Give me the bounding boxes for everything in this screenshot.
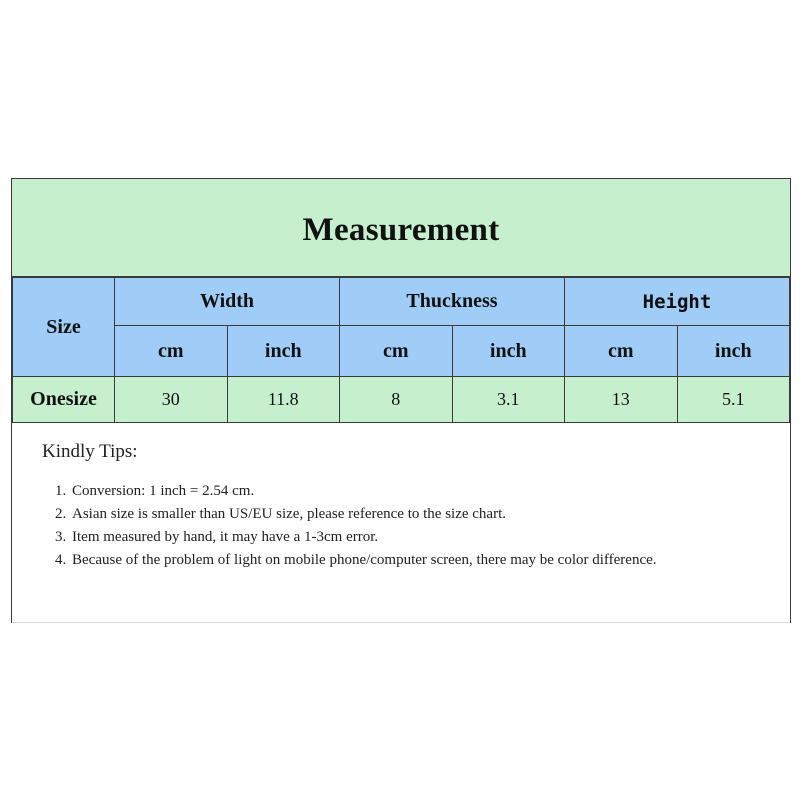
list-item: 4. Because of the problem of light on mobile phone/computer screen, there may be color difference. [70,549,790,572]
table-cell: 5.1 [677,377,790,423]
list-item: 1. Conversion: 1 inch = 2.54 cm. [70,480,790,503]
height-header: Height [565,278,790,326]
tips-list [42,480,790,572]
header-row-groups [13,278,790,326]
table-cell: 8 [340,377,453,423]
unit-header: cm [340,326,453,377]
row-label: Onesize [13,377,115,423]
table-cell: 3.1 [452,377,565,423]
unit-header: inch [452,326,565,377]
unit-header: cm [115,326,228,377]
list-item: 2. Asian size is smaller than US/EU size, please reference to the size chart. [70,503,790,526]
unit-header: inch [677,326,790,377]
title-bar [12,179,790,277]
tips-section [12,423,790,623]
size-header: Size [13,278,115,377]
unit-header: cm [565,326,678,377]
thickness-header: Thuckness [340,278,565,326]
page-title: Measurement [302,212,500,248]
table-row [13,377,790,423]
table-cell: 13 [565,377,678,423]
table-cell: 11.8 [227,377,340,423]
measurement-sheet [11,178,791,623]
list-item: 3. Item measured by hand, it may have a 1-3cm error. [70,526,790,549]
table-cell: 30 [115,377,228,423]
width-header: Width [115,278,340,326]
unit-header: inch [227,326,340,377]
size-table [12,277,790,423]
header-row-units [13,326,790,377]
tips-title: Kindly Tips: [42,441,138,462]
